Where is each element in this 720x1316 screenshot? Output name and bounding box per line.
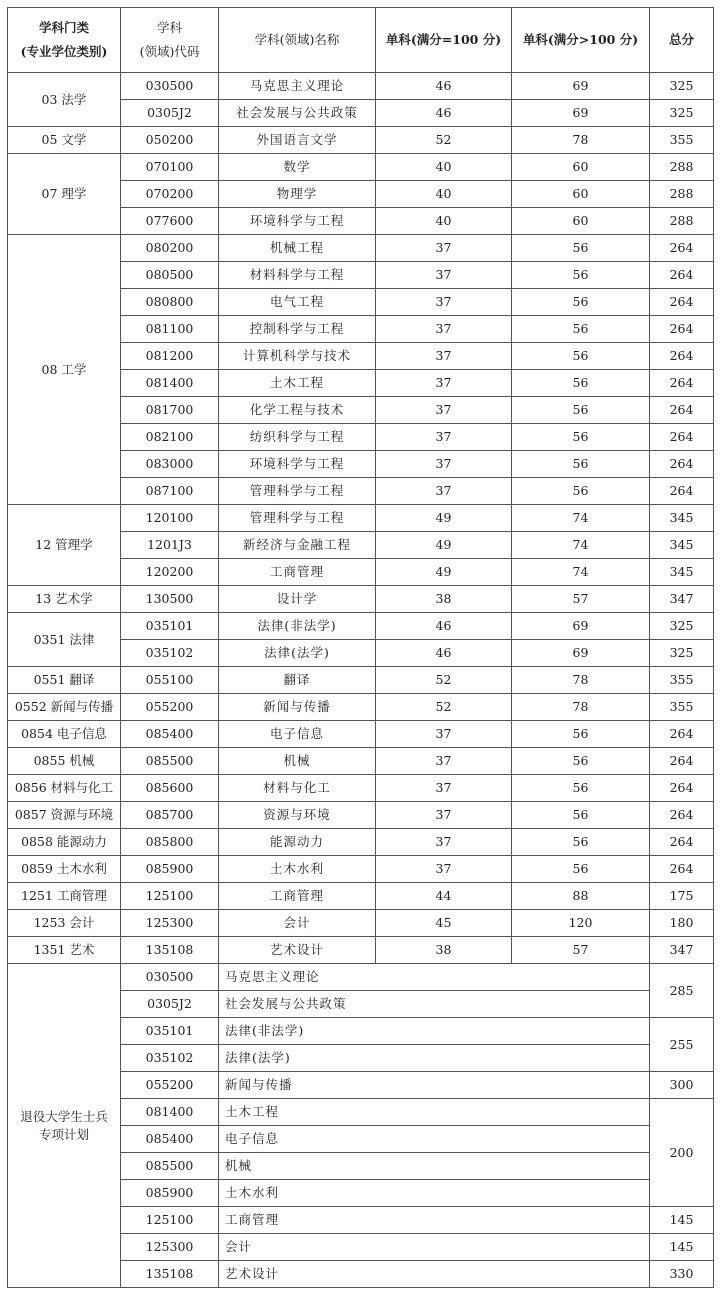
name-cell: 会计 [219,910,376,937]
category-cell: 0856 材料与化工 [8,775,121,802]
code-cell: 080200 [121,235,219,262]
code-cell: 080500 [121,262,219,289]
table-row [8,127,714,154]
code-cell: 120200 [121,559,219,586]
code-cell: 081400 [121,370,219,397]
single-100-cell: 49 [376,505,512,532]
category-cell: 08 工学 [8,235,121,505]
single-100-cell: 37 [376,451,512,478]
name-cell: 土木工程 [219,370,376,397]
table-row [8,721,714,748]
category-cell: 0858 能源动力 [8,829,121,856]
category-cell: 0854 电子信息 [8,721,121,748]
total-cell: 255 [650,1018,714,1072]
code-cell: 085600 [121,775,219,802]
code-cell: 035101 [121,1018,219,1045]
code-cell: 080800 [121,289,219,316]
category-cell: 05 文学 [8,127,121,154]
total-cell: 325 [650,613,714,640]
name-cell: 环境科学与工程 [219,451,376,478]
single-100-cell: 37 [376,262,512,289]
name-cell: 法律(非法学) [219,1018,650,1045]
table-row [8,829,714,856]
single-over-100-cell: 69 [512,73,650,100]
single-100-cell: 37 [376,316,512,343]
total-cell: 264 [650,262,714,289]
single-100-cell: 37 [376,424,512,451]
name-cell: 电子信息 [219,721,376,748]
total-cell: 200 [650,1099,714,1207]
code-cell: 0305J2 [121,100,219,127]
total-cell: 180 [650,910,714,937]
code-cell: 081700 [121,397,219,424]
name-cell: 资源与环境 [219,802,376,829]
name-cell: 控制科学与工程 [219,316,376,343]
name-cell: 材料科学与工程 [219,262,376,289]
total-cell: 347 [650,586,714,613]
name-cell: 工商管理 [219,1207,650,1234]
single-100-cell: 37 [376,829,512,856]
special-category-line2: 专项计划 [38,1126,89,1142]
single-over-100-cell: 56 [512,370,650,397]
total-cell: 264 [650,802,714,829]
single-over-100-cell: 56 [512,802,650,829]
total-cell: 345 [650,559,714,586]
name-cell: 土木水利 [219,1180,650,1207]
single-over-100-cell: 56 [512,451,650,478]
category-cell: 1351 艺术 [8,937,121,964]
single-over-100-cell: 56 [512,829,650,856]
single-100-cell: 40 [376,208,512,235]
single-100-cell: 40 [376,154,512,181]
code-cell: 087100 [121,478,219,505]
category-cell: 03 法学 [8,73,121,127]
code-cell: 081100 [121,316,219,343]
single-over-100-cell: 60 [512,208,650,235]
single-100-cell: 37 [376,802,512,829]
name-cell: 社会发展与公共政策 [219,991,650,1018]
header-code-line2: (领域)代码 [139,44,200,59]
single-100-cell: 52 [376,667,512,694]
table-row [8,586,714,613]
name-cell: 艺术设计 [219,1261,650,1288]
single-100-cell: 46 [376,640,512,667]
single-100-cell: 37 [376,856,512,883]
special-category-line1: 退役大学生士兵 [20,1108,108,1124]
table-row [8,856,714,883]
code-cell: 120100 [121,505,219,532]
total-cell: 264 [650,478,714,505]
name-cell: 化学工程与技术 [219,397,376,424]
table-row [8,802,714,829]
single-over-100-cell: 60 [512,154,650,181]
name-cell: 翻译 [219,667,376,694]
name-cell: 马克思主义理论 [219,73,376,100]
category-cell: 13 艺术学 [8,586,121,613]
single-over-100-cell: 56 [512,235,650,262]
table-row [8,775,714,802]
total-cell: 325 [650,73,714,100]
single-100-cell: 46 [376,73,512,100]
code-cell: 085400 [121,1126,219,1153]
total-cell: 330 [650,1261,714,1288]
code-cell: 085400 [121,721,219,748]
table-row [8,748,714,775]
code-cell: 125300 [121,1234,219,1261]
code-cell: 135108 [121,1261,219,1288]
header-category [8,8,121,73]
name-cell: 纺织科学与工程 [219,424,376,451]
name-cell: 法律(法学) [219,1045,650,1072]
table-row [8,694,714,721]
single-100-cell: 37 [376,748,512,775]
single-over-100-cell: 57 [512,586,650,613]
code-cell: 130500 [121,586,219,613]
name-cell: 新闻与传播 [219,694,376,721]
code-cell: 085700 [121,802,219,829]
total-cell: 264 [650,235,714,262]
single-over-100-cell: 69 [512,613,650,640]
name-cell: 机械 [219,1153,650,1180]
special-category-cell [8,964,121,1288]
code-cell: 083000 [121,451,219,478]
single-100-cell: 46 [376,613,512,640]
code-cell: 1201J3 [121,532,219,559]
code-cell: 035101 [121,613,219,640]
name-cell: 社会发展与公共政策 [219,100,376,127]
name-cell: 工商管理 [219,883,376,910]
total-cell: 264 [650,343,714,370]
total-cell: 288 [650,208,714,235]
header-category-line1: 学科门类 [38,20,89,35]
header-category-line2: (专业学位类别) [20,44,108,59]
header-single-100: 单科(满分=100 分) [376,8,512,73]
code-cell: 055200 [121,1072,219,1099]
code-cell: 0305J2 [121,991,219,1018]
total-cell: 264 [650,829,714,856]
code-cell: 070200 [121,181,219,208]
single-100-cell: 37 [376,397,512,424]
header-code [121,8,219,73]
name-cell: 新经济与金融工程 [219,532,376,559]
total-cell: 355 [650,127,714,154]
code-cell: 085500 [121,748,219,775]
single-over-100-cell: 74 [512,559,650,586]
code-cell: 077600 [121,208,219,235]
total-cell: 264 [650,451,714,478]
single-100-cell: 37 [376,343,512,370]
single-100-cell: 37 [376,775,512,802]
name-cell: 马克思主义理论 [219,964,650,991]
total-cell: 175 [650,883,714,910]
total-cell: 347 [650,937,714,964]
code-cell: 085900 [121,856,219,883]
table-body [8,73,714,1288]
table-header [8,8,714,73]
single-over-100-cell: 74 [512,532,650,559]
code-cell: 125100 [121,883,219,910]
header-name: 学科(领域)名称 [219,8,376,73]
name-cell: 法律(非法学) [219,613,376,640]
single-over-100-cell: 69 [512,640,650,667]
total-cell: 355 [650,694,714,721]
total-cell: 288 [650,154,714,181]
total-cell: 145 [650,1207,714,1234]
code-cell: 085800 [121,829,219,856]
table-row [8,883,714,910]
single-over-100-cell: 60 [512,181,650,208]
single-over-100-cell: 56 [512,262,650,289]
code-cell: 050200 [121,127,219,154]
single-over-100-cell: 78 [512,694,650,721]
single-100-cell: 52 [376,694,512,721]
code-cell: 030500 [121,73,219,100]
code-cell: 125300 [121,910,219,937]
single-over-100-cell: 88 [512,883,650,910]
single-over-100-cell: 57 [512,937,650,964]
total-cell: 264 [650,289,714,316]
total-cell: 264 [650,424,714,451]
single-100-cell: 46 [376,100,512,127]
name-cell: 机械工程 [219,235,376,262]
special-row [8,964,714,991]
code-cell: 055100 [121,667,219,694]
single-over-100-cell: 56 [512,856,650,883]
code-cell: 085900 [121,1180,219,1207]
score-table [7,7,714,1288]
total-cell: 285 [650,964,714,1018]
single-over-100-cell: 56 [512,721,650,748]
table-row [8,235,714,262]
code-cell: 070100 [121,154,219,181]
header-single-over-100: 单科(满分>100 分) [512,8,650,73]
name-cell: 管理科学与工程 [219,478,376,505]
header-row [8,8,714,73]
category-cell: 07 理学 [8,154,121,235]
total-cell: 288 [650,181,714,208]
single-over-100-cell: 56 [512,748,650,775]
category-cell: 0551 翻译 [8,667,121,694]
code-cell: 035102 [121,640,219,667]
table-row [8,937,714,964]
single-100-cell: 38 [376,937,512,964]
code-cell: 055200 [121,694,219,721]
category-cell: 0351 法律 [8,613,121,667]
single-100-cell: 45 [376,910,512,937]
category-cell: 0857 资源与环境 [8,802,121,829]
name-cell: 外国语言文学 [219,127,376,154]
code-cell: 081200 [121,343,219,370]
single-100-cell: 37 [376,289,512,316]
total-cell: 325 [650,640,714,667]
name-cell: 电气工程 [219,289,376,316]
single-over-100-cell: 56 [512,424,650,451]
single-100-cell: 37 [376,370,512,397]
table-row [8,505,714,532]
total-cell: 145 [650,1234,714,1261]
single-over-100-cell: 78 [512,667,650,694]
total-cell: 345 [650,505,714,532]
category-cell: 0855 机械 [8,748,121,775]
code-cell: 082100 [121,424,219,451]
table-row [8,613,714,640]
single-over-100-cell: 56 [512,316,650,343]
single-over-100-cell: 56 [512,343,650,370]
name-cell: 艺术设计 [219,937,376,964]
category-cell: 12 管理学 [8,505,121,586]
name-cell: 设计学 [219,586,376,613]
category-cell: 1253 会计 [8,910,121,937]
table-row [8,73,714,100]
single-100-cell: 44 [376,883,512,910]
name-cell: 法律(法学) [219,640,376,667]
single-100-cell: 49 [376,532,512,559]
single-100-cell: 40 [376,181,512,208]
table-row [8,667,714,694]
code-cell: 030500 [121,964,219,991]
name-cell: 土木工程 [219,1099,650,1126]
single-100-cell: 37 [376,235,512,262]
name-cell: 物理学 [219,181,376,208]
code-cell: 125100 [121,1207,219,1234]
single-over-100-cell: 56 [512,478,650,505]
single-100-cell: 52 [376,127,512,154]
code-cell: 135108 [121,937,219,964]
code-cell: 035102 [121,1045,219,1072]
name-cell: 工商管理 [219,559,376,586]
name-cell: 土木水利 [219,856,376,883]
table-row [8,910,714,937]
single-100-cell: 38 [376,586,512,613]
single-over-100-cell: 56 [512,775,650,802]
total-cell: 264 [650,397,714,424]
single-over-100-cell: 120 [512,910,650,937]
single-over-100-cell: 56 [512,397,650,424]
single-100-cell: 49 [376,559,512,586]
name-cell: 电子信息 [219,1126,650,1153]
header-total: 总分 [650,8,714,73]
total-cell: 300 [650,1072,714,1099]
total-cell: 355 [650,667,714,694]
total-cell: 325 [650,100,714,127]
total-cell: 345 [650,532,714,559]
single-100-cell: 37 [376,721,512,748]
single-over-100-cell: 56 [512,289,650,316]
name-cell: 计算机科学与技术 [219,343,376,370]
category-cell: 1251 工商管理 [8,883,121,910]
category-cell: 0859 土木水利 [8,856,121,883]
total-cell: 264 [650,370,714,397]
name-cell: 材料与化工 [219,775,376,802]
total-cell: 264 [650,775,714,802]
name-cell: 管理科学与工程 [219,505,376,532]
header-code-line1: 学科 [156,20,182,35]
total-cell: 264 [650,316,714,343]
total-cell: 264 [650,748,714,775]
table-row [8,154,714,181]
name-cell: 环境科学与工程 [219,208,376,235]
name-cell: 会计 [219,1234,650,1261]
name-cell: 数学 [219,154,376,181]
name-cell: 新闻与传播 [219,1072,650,1099]
category-cell: 0552 新闻与传播 [8,694,121,721]
code-cell: 081400 [121,1099,219,1126]
single-over-100-cell: 78 [512,127,650,154]
single-100-cell: 37 [376,478,512,505]
name-cell: 机械 [219,748,376,775]
total-cell: 264 [650,721,714,748]
total-cell: 264 [650,856,714,883]
name-cell: 能源动力 [219,829,376,856]
code-cell: 085500 [121,1153,219,1180]
single-over-100-cell: 69 [512,100,650,127]
single-over-100-cell: 74 [512,505,650,532]
